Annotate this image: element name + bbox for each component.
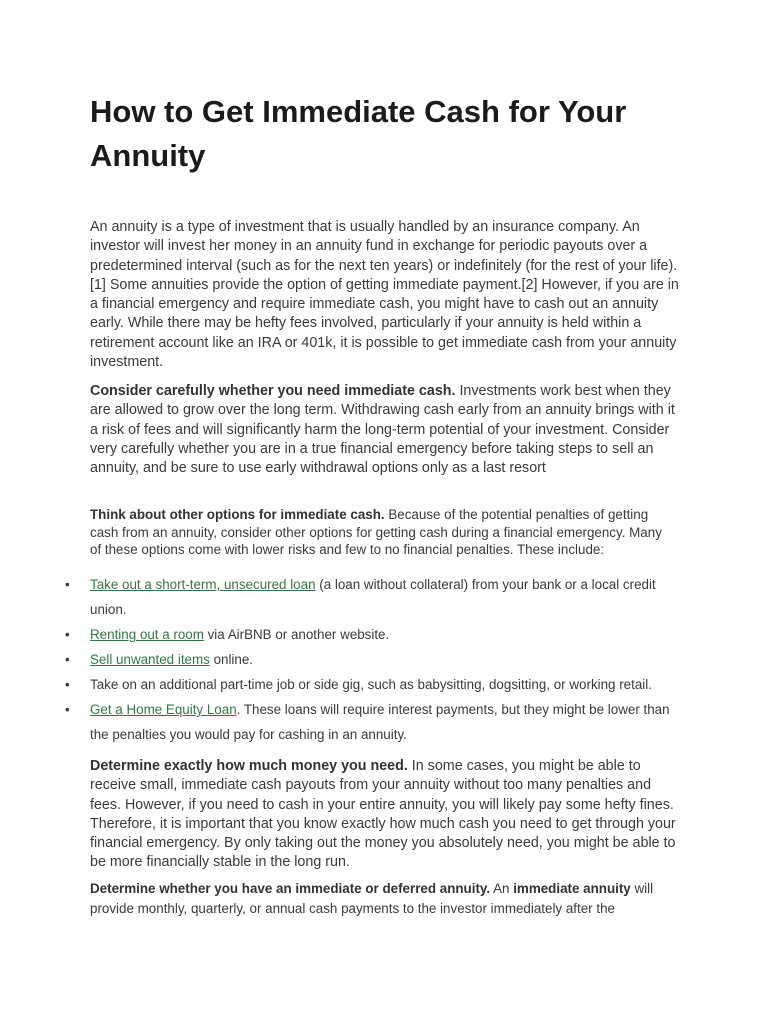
list-item-text: . These loans will require interest payments, but they might be lower than the penalties you would pay for cashing in an annuity. <box>90 702 670 742</box>
list-item-text: via AirBNB or another website. <box>203 627 390 642</box>
step-consider-heading: Consider carefully whether you need immediate cash. <box>90 383 456 399</box>
step-consider-paragraph <box>90 382 682 478</box>
list-item-text: (a loan without collateral) from your bank or a local credit union. <box>90 577 656 617</box>
home-equity-loan-link[interactable]: Get a Home Equity Loan <box>90 702 237 717</box>
step-annuity-type-paragraph <box>90 879 670 918</box>
list-item <box>60 697 680 747</box>
immediate-annuity-term: immediate annuity <box>513 881 631 896</box>
sell-items-link[interactable]: Sell unwanted items <box>90 652 210 667</box>
step-amount-heading: Determine exactly how much money you need. <box>90 758 408 774</box>
intro-paragraph: An annuity is a type of investment that is usually handled by an insurance company. An investor will invest her money in an annuity fund in exchange for periodic payouts over a predetermined interval (such as for the next ten years) or indefinitely (for the rest of your life).[1] Some annuities provide the option of getting immediate payment.[2] However, if you are in a financial emergency and require immediate cash, you might have to cash out an annuity early. While there may be hefty fees involved, particularly if your annuity is held within a retirement account like an IRA or 401k, it is possible to get immediate cash from your annuity investment. <box>90 219 679 371</box>
step-annuity-type-body-cont: will provide monthly, quarterly, or annual cash payments to the investor immediately after the <box>90 881 654 916</box>
step-options-paragraph <box>90 506 670 559</box>
list-item <box>60 647 680 672</box>
list-item <box>60 622 680 647</box>
step-annuity-type-body: An <box>490 881 514 896</box>
options-list <box>60 572 680 747</box>
bullet-icon: • <box>65 577 70 592</box>
list-item-text: Take on an additional part-time job or side gig, such as babysitting, dogsitting, or working retail. <box>90 677 652 692</box>
list-item <box>60 572 680 622</box>
step-amount-paragraph <box>90 757 682 873</box>
bullet-icon: • <box>65 702 70 717</box>
bullet-icon: • <box>65 627 70 642</box>
step-options-body: Because of the potential penalties of getting cash from an annuity, consider other options for getting cash during a financial emergency. Many of these options come with lower risks and few to no financial penalties. These include: <box>90 507 662 558</box>
bullet-icon: • <box>65 652 70 667</box>
unsecured-loan-link[interactable]: Take out a short-term, unsecured loan <box>90 577 316 592</box>
step-amount-body: In some cases, you might be able to receive small, immediate cash payouts from your annuity without too many penalties and fees. However, if you need to cash in your entire annuity, you will likely pay some hefty fines. Therefore, it is important that you know exactly how much cash you need to get through your financial emergency. By only taking out the money you absolutely need, you might be able to be more financially stable in the long run. <box>90 758 676 871</box>
list-item-text: online. <box>209 652 254 667</box>
page-title: How to Get Immediate Cash for Your Annuity <box>90 94 627 173</box>
list-item <box>60 672 680 697</box>
step-options-heading: Think about other options for immediate cash. <box>90 507 385 522</box>
renting-room-link[interactable]: Renting out a room <box>90 627 204 642</box>
bullet-icon: • <box>65 677 70 692</box>
step-annuity-type-heading: Determine whether you have an immediate or deferred annuity. <box>90 881 491 896</box>
step-consider-body: Investments work best when they are allowed to grow over the long term. Withdrawing cash early from an annuity brings with it a risk of fees and will significantly harm the long-term potential of your investment. Consider very carefully whether you are in a true financial emergency before taking steps to sell an annuity, and be sure to use early withdrawal options only as a last resort <box>90 383 675 477</box>
